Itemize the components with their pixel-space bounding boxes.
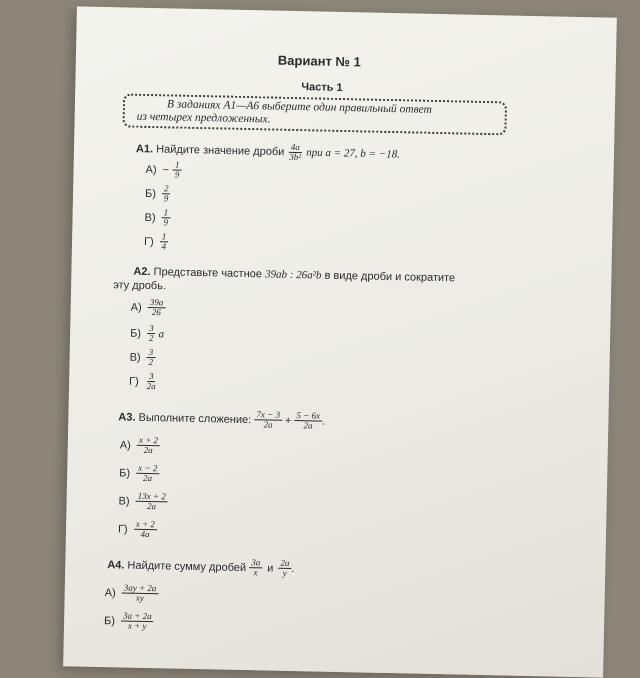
fraction-denominator: 2 — [148, 356, 154, 368]
option-fraction — [136, 464, 159, 483]
fraction-denominator: 2 — [148, 332, 154, 344]
fraction-denominator: 2a — [263, 419, 273, 430]
task-a4-number: А4. — [107, 558, 125, 572]
a3-option-b[interactable] — [119, 463, 159, 483]
fraction-numerator: 1 — [173, 160, 182, 170]
option-label: А) — [130, 301, 142, 314]
fraction-denominator: x + y — [127, 620, 147, 632]
task-a4 — [107, 555, 294, 578]
option-label: А) — [119, 438, 131, 452]
option-fraction — [161, 208, 170, 227]
task-a3 — [118, 407, 325, 430]
task-a4-end: . — [291, 562, 295, 575]
a1-option-c[interactable] — [144, 208, 170, 228]
fraction-numerator: 7x − 3 — [254, 410, 282, 421]
a2-option-c[interactable] — [129, 348, 155, 368]
page-title: Вариант № 1 — [277, 52, 361, 70]
a4-option-a[interactable] — [105, 583, 159, 603]
task-a2-text-2: в виде дроби и сократите — [324, 269, 456, 285]
fraction-numerator: 4a — [289, 143, 302, 153]
fraction-numerator: 3a + 2a — [121, 611, 154, 622]
option-label: Г) — [117, 522, 128, 536]
task-a3-end: . — [321, 415, 326, 428]
fraction-denominator: y — [282, 567, 287, 578]
task-a2-number: А2. — [133, 265, 151, 279]
option-fraction — [147, 298, 165, 317]
fraction-denominator: 3b² — [289, 151, 302, 163]
a3-option-d[interactable] — [118, 519, 157, 539]
option-sign: − — [162, 163, 170, 176]
fraction-numerator: 3 — [147, 372, 156, 382]
a1-option-a[interactable] — [145, 160, 181, 180]
option-fraction — [162, 184, 171, 203]
fraction-denominator: 2a — [303, 420, 313, 431]
option-fraction — [121, 583, 158, 603]
a2-option-d[interactable] — [129, 372, 158, 392]
task-a4-fraction-2 — [278, 559, 291, 578]
fraction-numerator: 3 — [147, 324, 156, 334]
fraction-denominator: x — [253, 567, 258, 578]
task-a2-line-2: эту дробь. — [113, 279, 167, 293]
option-fraction — [121, 611, 154, 631]
fraction-denominator: 26 — [151, 307, 161, 318]
fraction-numerator: x − 2 — [136, 464, 159, 474]
a2-option-a[interactable] — [130, 298, 165, 318]
paper-sheet — [63, 6, 617, 677]
option-label: Б) — [119, 466, 131, 480]
option-fraction — [135, 492, 167, 512]
option-fraction — [146, 348, 155, 367]
fraction-numerator: 3a — [249, 558, 262, 568]
fraction-numerator: 1 — [162, 208, 171, 218]
option-label: В) — [144, 211, 156, 224]
part-heading: Часть 1 — [301, 81, 343, 94]
option-suffix: a — [158, 327, 165, 340]
task-a3-fraction-1 — [254, 410, 282, 430]
fraction-numerator: 2 — [162, 184, 171, 194]
fraction-denominator: 9 — [174, 169, 180, 180]
a4-option-b[interactable] — [104, 611, 154, 631]
task-a1-number: А1. — [135, 143, 154, 156]
fraction-numerator: x + 2 — [134, 520, 157, 530]
option-label: В) — [129, 351, 141, 364]
option-fraction — [137, 436, 160, 455]
a1-option-d[interactable] — [144, 232, 169, 252]
fraction-denominator: 4 — [161, 241, 167, 252]
task-a3-text: Выполните сложение: — [138, 411, 252, 426]
fraction-numerator: 39a — [148, 298, 166, 308]
fraction-numerator: 1 — [160, 232, 169, 242]
option-label: Г) — [143, 235, 154, 248]
task-a4-text: Найдите сумму дробей — [127, 559, 247, 574]
option-label: Б) — [103, 614, 116, 627]
fraction-denominator: 2a — [142, 472, 153, 484]
fraction-numerator: 3 — [147, 348, 156, 358]
task-a1-text: Найдите значение дроби — [156, 143, 285, 159]
option-label: В) — [118, 494, 130, 508]
option-fraction — [159, 232, 168, 251]
fraction-denominator: 9 — [163, 193, 169, 204]
option-fraction — [147, 324, 156, 343]
option-fraction — [173, 160, 182, 179]
plus-sign: + — [284, 414, 292, 427]
fraction-numerator: 2a — [278, 559, 291, 569]
option-label: Б) — [130, 327, 142, 340]
a1-option-b[interactable] — [145, 184, 171, 204]
task-a2-text: Представьте частное — [153, 266, 263, 281]
option-label: А) — [145, 163, 157, 176]
fraction-denominator: xy — [135, 592, 144, 603]
instruction-line-1: В заданиях А1—А6 выберите один правильный ответ — [166, 98, 433, 116]
task-a2-expression: 39ab : 26a²b — [264, 268, 322, 282]
fraction-numerator: 3ay + 2a — [122, 583, 159, 594]
conjunction-and: и — [267, 562, 274, 575]
a3-option-a[interactable] — [120, 435, 160, 455]
fraction-denominator: 2a — [146, 500, 157, 512]
option-label: Г) — [129, 375, 139, 388]
a2-option-b[interactable] — [130, 324, 164, 344]
task-a3-number: А3. — [118, 410, 136, 424]
fraction-denominator: 2a — [143, 444, 153, 456]
fraction-numerator: x + 2 — [137, 436, 160, 446]
fraction-denominator: 9 — [163, 217, 169, 228]
fraction-denominator: 4a — [140, 528, 150, 540]
task-a3-fraction-2 — [294, 411, 322, 431]
task-a4-fraction-1 — [249, 558, 262, 577]
option-fraction — [133, 520, 156, 539]
a3-option-c[interactable] — [118, 491, 167, 511]
task-a2 — [133, 266, 455, 285]
task-a1-fraction — [287, 143, 303, 162]
fraction-denominator: 2a — [146, 380, 156, 392]
fraction-numerator: 5 − 6x — [294, 411, 322, 422]
option-label: А) — [104, 586, 116, 599]
option-label: Б) — [144, 187, 157, 200]
task-a1-condition: при a = 27, b = −18. — [306, 146, 401, 161]
instruction-line-2: из четырех предложенных. — [136, 110, 271, 126]
fraction-numerator: 13x + 2 — [136, 492, 168, 503]
instruction-box — [122, 93, 507, 135]
option-fraction — [145, 372, 158, 391]
